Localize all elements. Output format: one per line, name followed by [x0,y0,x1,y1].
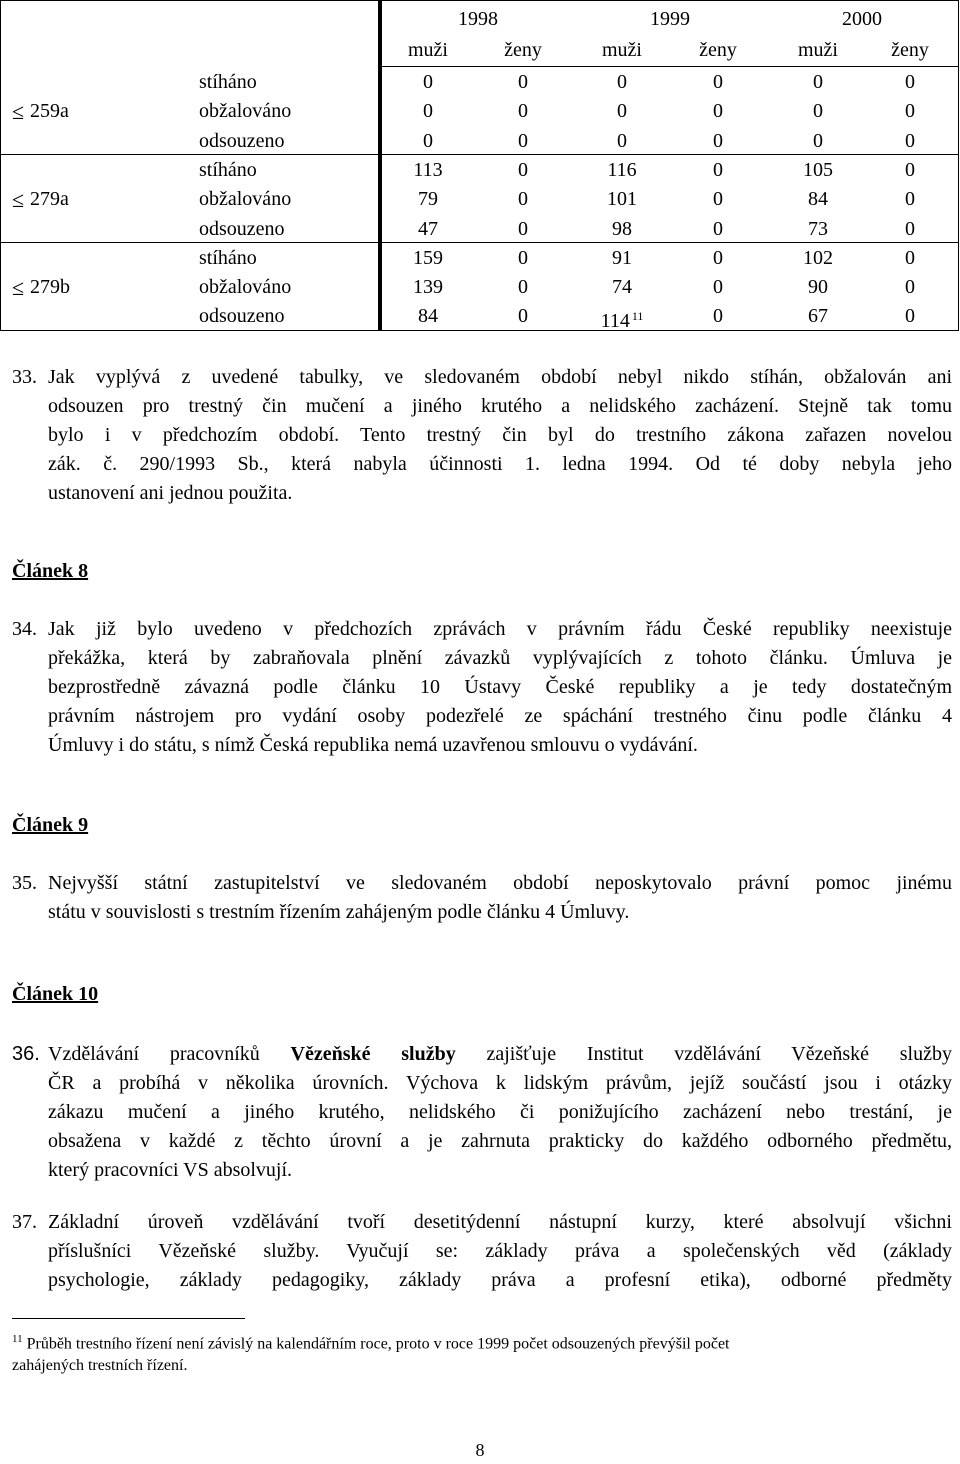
paragraph-36 [12,1040,952,1185]
cell-value: 0 [813,71,823,93]
cell-value: 113 [413,158,443,181]
cell-value: 91 [612,246,632,269]
cell-value: 0 [905,246,915,269]
table-cell [880,273,940,302]
row-label: stíháno [199,158,257,181]
cell-value: 0 [713,188,723,211]
table-cell [788,215,848,244]
group-code: 259a [30,100,69,123]
paragraph-34 [12,615,952,760]
cell-value: 116 [607,158,637,181]
cell-value: 67 [808,305,828,328]
table-cell [493,185,553,214]
cell-value: 90 [808,276,828,299]
row-label: stíháno [199,246,257,269]
row-label: obžalováno [199,188,292,211]
cell-value: 0 [905,217,915,240]
table-cell [880,244,940,273]
cell-value: 102 [803,246,833,269]
table-cell [788,244,848,273]
cell-value: 0 [423,129,433,152]
row-label: odsouzeno [199,129,285,152]
heading-article-8: Článek 8 [12,560,89,582]
cell-value: 0 [617,100,627,123]
year-2000: 2000 [842,8,882,30]
row-label: obžalováno [199,100,292,123]
cell-value: 84 [418,305,438,328]
heading-article-10: Článek 10 [12,983,99,1005]
table-cell [688,97,748,126]
cell-value: 0 [813,129,823,152]
text-line: obsažena v každé z těchto úrovní a je zahrnuta prakticky do každého odborného předmětu, [48,1130,952,1152]
table-cell [592,127,652,156]
table-cell [788,185,848,214]
cell-value: 0 [905,129,915,152]
text-line: zák. č. 290/1993 Sb., která nabyla účinnosti 1. ledna 1994. Od té doby nebyla jeho [48,453,952,475]
group-code: 279a [30,188,69,211]
table-cell [592,68,652,97]
cell-value: 0 [713,246,723,269]
cell-value: 0 [713,305,723,328]
cell-value: 0 [518,246,528,269]
table-cell [880,302,940,331]
table-cell [398,68,458,97]
table-cell [880,68,940,97]
table-cell [493,302,553,331]
table-cell [788,68,848,97]
table-cell [592,156,652,185]
cell-value: 0 [905,305,915,328]
table-cell [592,273,652,302]
table-cell [880,185,940,214]
cell-value: 0 [713,276,723,299]
table-cell [788,273,848,302]
text-line: překážka, která by zabraňovala plnění závazků vyplývajících z tohoto článku. Úmluva je [48,647,952,669]
footnote [12,1328,947,1377]
cell-value: 0 [905,71,915,93]
text-line [48,1040,952,1069]
text-run: Vzdělávání pracovníků [48,1043,291,1065]
table-cell [788,156,848,185]
cell-value: 0 [713,100,723,123]
table-cell [688,127,748,156]
cell-value: 0 [905,188,915,211]
paragraph-37 [12,1208,952,1295]
group-code: 279b [30,276,70,299]
table-cell [688,156,748,185]
footnote-separator [12,1318,245,1319]
cell-value: 73 [808,217,828,240]
text-run: zajišťuje Institut vzdělávání Vězeňské služby [455,1043,952,1065]
group-bracket-icon: ≤ [12,275,25,301]
paragraph-35 [12,869,952,927]
text-line: ČR a probíhá v několika úrovních. Výchova k lidským právům, jejíž součástí jsou i otázky [48,1072,952,1094]
paragraph-number: 33. [12,366,37,388]
row-label: obžalováno [199,276,292,299]
cell-value: 0 [518,305,528,328]
text-line: právním nástrojem pro vydání osoby podezřelé ze spáchání trestného činu podle článku 4 [48,705,952,727]
table-cell [398,127,458,156]
text-line: Základní úroveň vzdělávání tvoří desetitýdenní nástupní kurzy, které absolvují všichni [48,1211,952,1233]
table-cell [688,68,748,97]
cell-value: 0 [713,158,723,181]
table-cell [493,215,553,244]
cell-value: 84 [808,188,828,211]
sex-header: ženy [891,39,929,61]
cell-value: 0 [905,158,915,181]
table-cell [688,273,748,302]
cell-value: 0 [905,276,915,299]
paragraph-number: 36. [12,1043,40,1065]
cell-value: 79 [418,188,438,211]
cell-value: 139 [413,276,443,299]
sex-header: muži [408,39,448,61]
table-cell [592,185,652,214]
cell-value: 0 [713,217,723,240]
row-label: odsouzeno [199,217,285,240]
table-cell [688,215,748,244]
text-line: bezprostředně závazná podle článku 10 Ústavy České republiky a je tedy dostatečným [48,676,952,698]
table-cell [493,156,553,185]
footnote-text: zahájených trestních řízení. [12,1357,188,1375]
table-cell [880,156,940,185]
table-cell [788,127,848,156]
footnote-ref: 11 [631,309,644,324]
table-cell [688,185,748,214]
text-line: ustanovení ani jednou použita. [48,482,293,504]
table-cell [592,244,652,273]
cell-value: 47 [418,217,438,240]
row-label: stíháno [199,71,257,93]
cell-value: 0 [518,276,528,299]
table-cell [592,302,652,331]
cell-value: 114 [600,310,630,333]
table-cell [688,302,748,331]
row-label: odsouzeno [199,305,285,328]
cell-value: 101 [607,188,637,211]
cell-value: 0 [518,188,528,211]
text-line: příslušníci Vězeňské služby. Vyučují se: základy práva a společenských věd (základy [48,1240,952,1262]
sex-header: muži [798,39,838,61]
text-line: Jak již bylo uvedeno v předchozích zprávách v právním řádu České republiky neexistuje [48,618,952,640]
group-bracket-icon: ≤ [12,99,25,125]
cell-value: 0 [813,100,823,123]
statistics-table [0,0,959,331]
cell-value: 74 [612,276,632,299]
cell-value: 0 [617,129,627,152]
text-line: Úmluvy i do státu, s nímž Česká republika nemá uzavřenou smlouvu o vydávání. [48,734,698,756]
text-line: odsouzen pro trestný čin mučení a jiného krutého a nelidského zacházení. Stejně tak tomu [48,395,952,417]
table-cell [788,302,848,331]
page-number: 8 [475,1440,485,1460]
cell-value: 0 [713,129,723,152]
year-1999: 1999 [650,8,690,30]
table-cell [398,273,458,302]
cell-value: 0 [617,71,627,93]
year-1998: 1998 [458,8,498,30]
table-cell [880,127,940,156]
text-line: Jak vyplývá z uvedené tabulky, ve sledovaném období nebyl nikdo stíhán, obžalován ani [48,366,952,388]
text-line: zákazu mučení a jiného krutého, nelidského či ponižujícího zacházení nebo trestání, je [48,1101,952,1123]
table-cell [398,302,458,331]
text-line: státu v souvislosti s trestním řízením zahájeným podle článku 4 Úmluvy. [48,901,630,923]
table-cell [398,244,458,273]
cell-value: 0 [905,100,915,123]
paragraph-33 [12,363,952,508]
table-cell [493,273,553,302]
text-line: bylo i v předchozím období. Tento trestný čin byl do trestního zákona zařazen novelou [48,424,952,446]
table-cell [493,68,553,97]
table-cell [398,97,458,126]
table-cell [493,244,553,273]
cell-value: 0 [518,158,528,181]
text-line: psychologie, základy pedagogiky, základy práva a profesní etika), odborné předměty [48,1269,952,1291]
table-cell [592,215,652,244]
table-cell [493,127,553,156]
text-line: Nejvyšší státní zastupitelství ve sledovaném období neposkytovalo právní pomoc jinému [48,872,952,894]
text-line: který pracovníci VS absolvují. [48,1159,293,1181]
paragraph-number: 37. [12,1211,37,1233]
cell-value: 0 [713,71,723,93]
cell-value: 0 [423,100,433,123]
footnote-text: Průběh trestního řízení není závislý na kalendářním roce, proto v roce 1999 počet odsouzených převýšil počet [26,1335,730,1353]
cell-value: 0 [518,217,528,240]
paragraph-number: 35. [12,872,37,894]
cell-value: 0 [518,71,528,93]
table-cell [493,97,553,126]
cell-value: 0 [518,100,528,123]
cell-value: 105 [803,158,833,181]
table-cell [592,97,652,126]
cell-value: 0 [518,129,528,152]
sex-header: ženy [699,39,737,61]
table-cell [880,215,940,244]
group-bracket-icon: ≤ [12,187,25,213]
cell-value: 98 [612,217,632,240]
footnote-number: 11 [12,1333,23,1345]
heading-article-9: Článek 9 [12,814,89,836]
cell-value: 0 [423,71,433,93]
sex-header: ženy [504,39,542,61]
cell-value: 159 [413,246,443,269]
table-cell [788,97,848,126]
text-run-bold: Vězeňské služby [290,1043,456,1065]
table-cell [398,215,458,244]
table-cell [398,156,458,185]
table-cell [688,244,748,273]
table-cell [880,97,940,126]
sex-header: muži [602,39,642,61]
table-cell [398,185,458,214]
paragraph-number: 34. [12,618,37,640]
